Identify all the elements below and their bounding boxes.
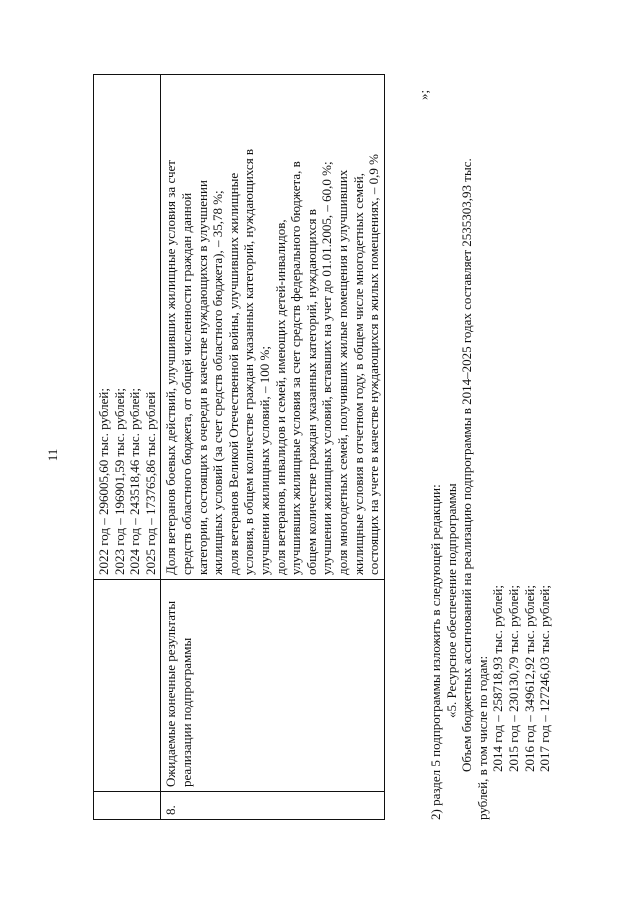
result-line: доля ветеранов Великой Отечественной войны, улучшивших жилищные [225,172,241,575]
funding-line: 2025 год – 173765,86 тыс. рублей [142,391,158,575]
table-cell-empty [94,580,161,792]
funding-line: 2024 год – 243518,46 тыс. рублей; [127,388,143,575]
result-line: условия, в общем количестве граждан указанных категорий, нуждающихся в [241,148,257,575]
result-line: улучшении жилищных условий, вставших на учет до 01.01.2005, – 60,0 %; [319,161,335,575]
row-number: 8. [161,792,384,820]
result-line: жилищные условия в отчетном году, в общем числе многодетных семей, [350,173,366,575]
result-line: общем количестве граждан указанных категорий, нуждающихся в [303,209,319,575]
closing-quote: »; [416,89,431,100]
funding-line: 2022 год – 296005,60 тыс. рублей; [96,388,111,575]
year-amount-line: 2017 год – 127246,03 тыс. рублей; [537,585,553,772]
result-line: категории, состоящих в очереди в качестве нуждающихся в улучшении [194,180,210,575]
table-row [94,75,161,820]
row-title: Ожидаемые конечные результаты реализации подпрограммы [161,580,384,792]
paragraph-line: Объем бюджетных ассигнований на реализацию подпрограммы в 2014–2025 годах составляет 2535303,93 тыс. [459,158,475,772]
table-row [161,75,384,820]
expected-results-cell [161,75,384,580]
paragraph-line: рублей, в том числе по годам: [474,655,490,820]
result-line: состоящих на учете в качестве нуждающихся в жилых помещениях, – 0,9 % [366,154,382,575]
result-line: улучшивших жилищные условия за счет средств федерального бюджета, в [288,161,304,575]
section-heading: «5. Ресурсное обеспечение подпрограммы [443,483,459,718]
result-line: средств областного бюджета, от общей численности граждан данной [178,192,194,575]
year-amount-line: 2015 год – 230130,79 тыс. рублей; [505,585,521,772]
result-line: улучшении жилищных условий, – 100 %; [256,346,272,575]
funding-line: 2023 год – 196901,59 тыс. рублей; [111,388,127,575]
table-cell-empty [94,792,161,820]
year-amount-line: 2016 год – 349612,92 тыс. рублей; [521,585,537,772]
subprogram-table [93,74,385,820]
result-line: доля многодетных семей, получивших жилые помещения и улучшивших [334,169,350,575]
result-line: доля ветеранов, инвалидов и семей, имеющих детей-инвалидов, [272,219,288,575]
result-line: Доля ветеранов боевых действий, улучшивших жилищные условия за счет [163,160,179,575]
year-amount-line: 2014 год – 258718,93 тыс. рублей; [490,585,506,772]
paragraph-line: 2) раздел 5 подпрограммы изложить в следующей редакции: [428,484,443,820]
result-line: жилищных условий (за счет средств областного бюджета), – 35,78 %; [210,190,226,575]
page-number: 11 [45,448,60,462]
following-text [428,60,553,820]
funding-years-cell [94,75,161,580]
